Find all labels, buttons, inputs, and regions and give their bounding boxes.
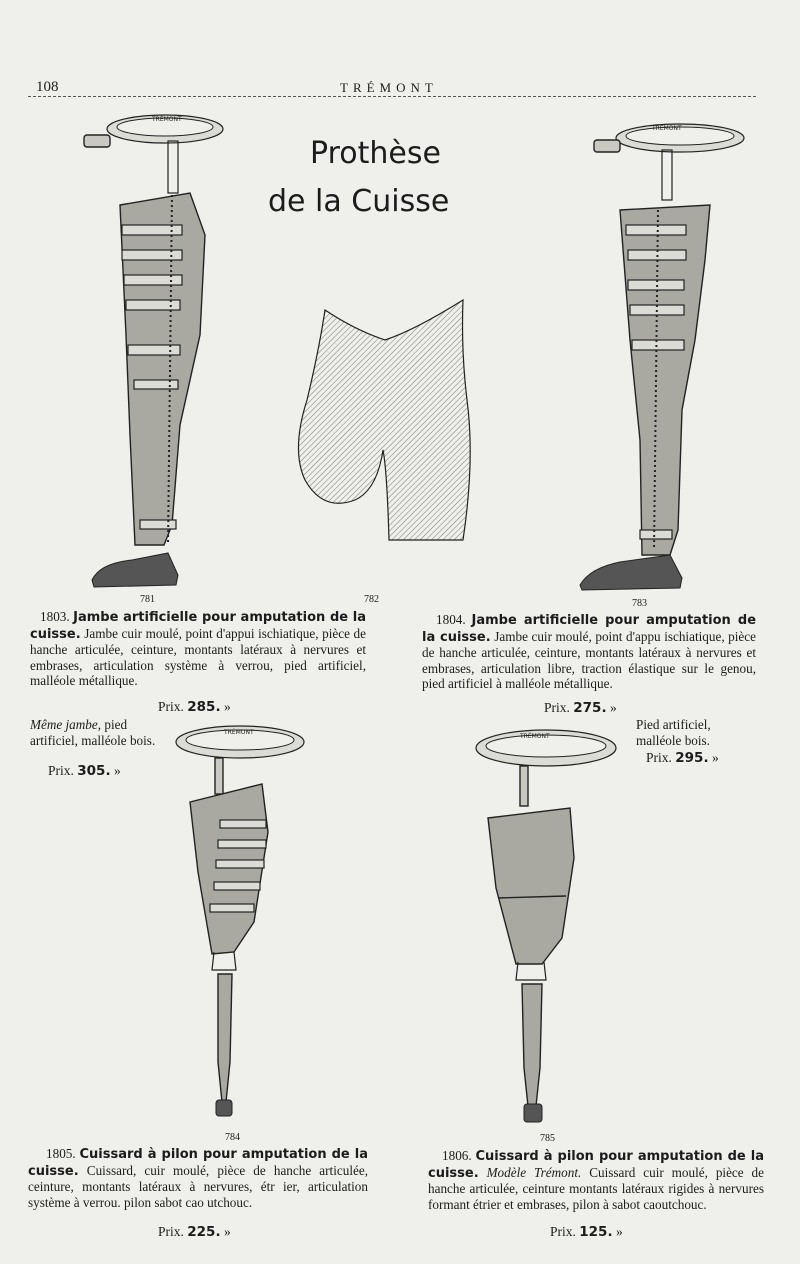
peg-785	[522, 984, 542, 1106]
socket-785	[488, 808, 574, 964]
item-1804-text: Jambe cuir moulé, point d'appu ischiatique, pièce de hanche articulée, ceinture, montants latéraux à nervures et embrases, articulation libre, traction élastique sur le genou, pied artificiel à malléole métallique.	[422, 628, 756, 692]
item-1805-title: Cuissard à pilon pour amputation de la cuisse.	[28, 1147, 368, 1179]
peg-leg-illustration-785	[470, 728, 620, 1138]
figure-number-784: 784	[225, 1132, 240, 1143]
item-1804-price	[544, 700, 617, 716]
item-1804-variant-price	[646, 750, 719, 766]
item-1805-description	[28, 1146, 368, 1210]
item-1805-price-label: Prix.	[158, 1224, 184, 1239]
item-1806-price-suffix: »	[615, 1224, 623, 1239]
page-title-line2: de la Cuisse	[268, 184, 450, 219]
figure-number-785: 785	[540, 1133, 555, 1144]
figure-number-781: 781	[140, 594, 155, 605]
belt-label-785: TRÉMONT	[520, 733, 550, 740]
item-1805-price-value: 225.	[187, 1224, 221, 1240]
foot-781	[92, 553, 178, 587]
peg-784	[218, 974, 232, 1102]
item-1803-number: 1803.	[40, 609, 70, 624]
item-1804-number: 1804.	[436, 612, 466, 627]
item-1806-price	[550, 1224, 623, 1240]
item-1804-price-suffix: »	[609, 700, 617, 715]
item-1806-text: Cuissard cuir moulé, pièce de hanche articulée, ceinture montants latéraux rigides à nervures formant étrier et embrases, pilon à sabot caoutchouc.	[428, 1164, 764, 1212]
peg-leg-illustration-784	[170, 722, 310, 1132]
page-number: 108	[36, 79, 59, 95]
prosthesis-leg-illustration-781	[60, 105, 240, 595]
item-1803-variant-price-value: 305.	[77, 763, 111, 779]
item-1803-variant-price	[48, 763, 121, 779]
item-1805-price-suffix: »	[223, 1224, 231, 1239]
item-1803-price-label: Prix.	[158, 699, 184, 714]
item-1804-price-value: 275.	[573, 700, 607, 716]
belt-label-781: TRÉMONT	[152, 116, 182, 123]
item-1804-variant: Pied artificiel, malléole bois.	[636, 717, 711, 748]
item-1805-price	[158, 1224, 231, 1240]
item-1805-text: Cuissard, cuir moulé, pièce de hanche articulée, ceinture, montants latéraux à nervures, étr ier, articulation système à verrou. pilon sabot cao utchouc.	[28, 1162, 368, 1210]
belt-label-783: TRÉMONT	[652, 125, 682, 132]
item-1803-variant-price-suffix: »	[113, 763, 121, 778]
item-1803-price-value: 285.	[187, 699, 221, 715]
item-1803-variant-title: Même jambe,	[30, 717, 102, 732]
item-1806-number: 1806.	[442, 1148, 472, 1163]
item-1803-price	[158, 699, 231, 715]
item-1804-variant-price-label: Prix.	[646, 750, 672, 765]
item-1805-number: 1805.	[46, 1146, 76, 1161]
item-1804-description	[422, 612, 756, 692]
item-1806-title: Cuissard à pilon pour amputation de la cuisse.	[428, 1149, 764, 1181]
item-1806-price-label: Prix.	[550, 1224, 576, 1239]
item-1803-title: Jambe artificielle pour amputation de la cuisse.	[30, 610, 366, 642]
item-1804-variant-price-suffix: »	[711, 750, 719, 765]
item-1803-text: Jambe cuir moulé, point d'appui ischiatique, pièce de hanche articulée, ceinture, montants latéraux à nervures et embrases, articulation système à verrou, pied artificiel, malléole métallique.	[30, 625, 366, 689]
thigh-socket-781	[120, 193, 205, 545]
page-title-line1: Prothèse	[310, 136, 441, 171]
stump-illustration-782	[285, 290, 485, 550]
item-1803-variant-text: pied artificiel, malléole bois.	[30, 717, 156, 748]
running-head: TRÉMONT	[340, 80, 438, 95]
item-1803-variant-price-label: Prix.	[48, 763, 74, 778]
item-1804-variant-price-value: 295.	[675, 750, 709, 766]
foot-783	[580, 555, 682, 590]
item-1806-price-value: 125.	[579, 1224, 613, 1240]
item-1803-description	[30, 609, 366, 689]
figure-number-782: 782	[364, 594, 379, 605]
item-1806-model: Modèle Trémont.	[486, 1164, 582, 1180]
item-1804-price-label: Prix.	[544, 700, 570, 715]
socket-784	[190, 784, 268, 954]
item-1803-price-suffix: »	[223, 699, 231, 714]
item-1806-description	[428, 1148, 764, 1212]
figure-number-783: 783	[632, 598, 647, 609]
belt-label-784: TRÉMONT	[224, 729, 254, 736]
header-rule	[28, 96, 756, 97]
prosthesis-leg-illustration-783	[570, 110, 770, 600]
item-1804-title: Jambe artificielle pour amputation de la cuisse.	[422, 613, 757, 645]
item-1803-variant	[30, 717, 165, 748]
